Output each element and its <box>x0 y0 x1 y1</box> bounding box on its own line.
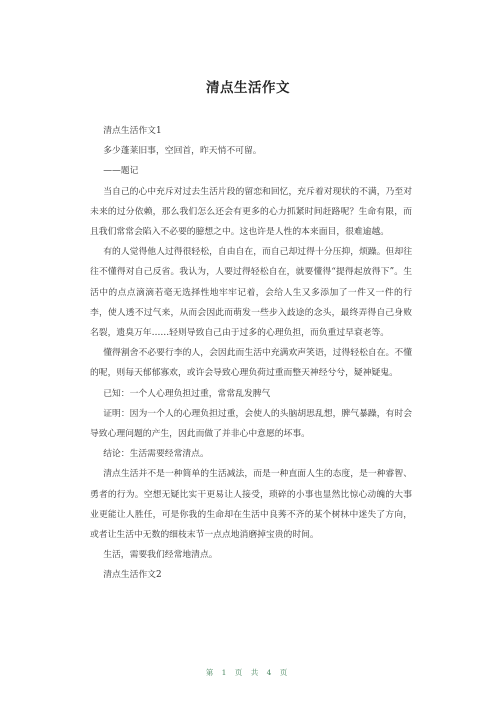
essay-heading-1: 清点生活作文1 <box>103 126 162 136</box>
epigraph-source: ——题记 <box>103 166 139 177</box>
epigraph-line: 多少蓬莱旧事，空回首，昨天悄不可留。 <box>103 146 262 157</box>
body-paragraph: 清点生活并不是一种简单的生活减法，而是一种直面人生的态度，是一种睿智、勇者的行为。空想无疑比实干更易让人接受，琐碎的小事也显然比惊心动魄的大事业更能让人胜任，可是你我的生命却在生活中良莠不齐的某个树林中迷失了方向，或者让生活中无数的细枝末节一点点地消磨掉宝贵的时间。 <box>90 469 412 541</box>
body-paragraph: 有的人觉得他人过得很轻松，自由自在，而自己却过得十分压抑，烦躁。但却往往不懂得对自己反省。我认为，人要过得轻松自在，就要懂得“提得起放得下”。生活中的点点滴滴若毫无选择性地牢牢记着，会给人生又多添加了一件又一件的行李，使人透不过气来，从而会因此而萌发一些步入歧途的念头，最终弄得自己身败名裂，遗臭万年……轻则导致自己由于过多的心理负担，而负重过早衰老等。 <box>90 247 412 339</box>
body-paragraph: 当自己的心中充斥对过去生活片段的留恋和回忆，充斥着对现状的不满，乃至对未来的过分依赖，那么我们怎么还会有更多的心力抓紧时间赶路呢？生命有限，而且我们常常会陷入不必要的臆想之中。这也许是人性的本来面目，很难逾越。 <box>90 186 412 238</box>
document-body <box>90 121 412 586</box>
essay-heading-2: 清点生活作文2 <box>103 570 162 581</box>
document-title: 清点生活作文 <box>206 80 290 96</box>
page-footer: 第 1 页 共 4 页 <box>205 668 291 677</box>
proof-paragraph: 证明：因为一个人的心理负担过重，会使人的头脑胡思乱想，脾气暴躁，有时会导致心理问题的产生，因此而做了并非心中意愿的坏事。 <box>90 408 412 440</box>
premise-paragraph: 已知：一个人心理负担过重，常常乱发脾气 <box>103 388 271 399</box>
conclusion-paragraph: 结论：生活需要经常清点。 <box>103 449 209 460</box>
body-paragraph: 懂得割舍不必要行李的人，会因此而生活中充满欢声笑语，过得轻松自在。不懂的呢，则每天郁郁寡欢，或许会导致心理负荷过重而整天神经兮兮，疑神疑鬼。 <box>90 348 412 379</box>
closing-paragraph: 生活，需要我们经常地清点。 <box>103 550 218 561</box>
